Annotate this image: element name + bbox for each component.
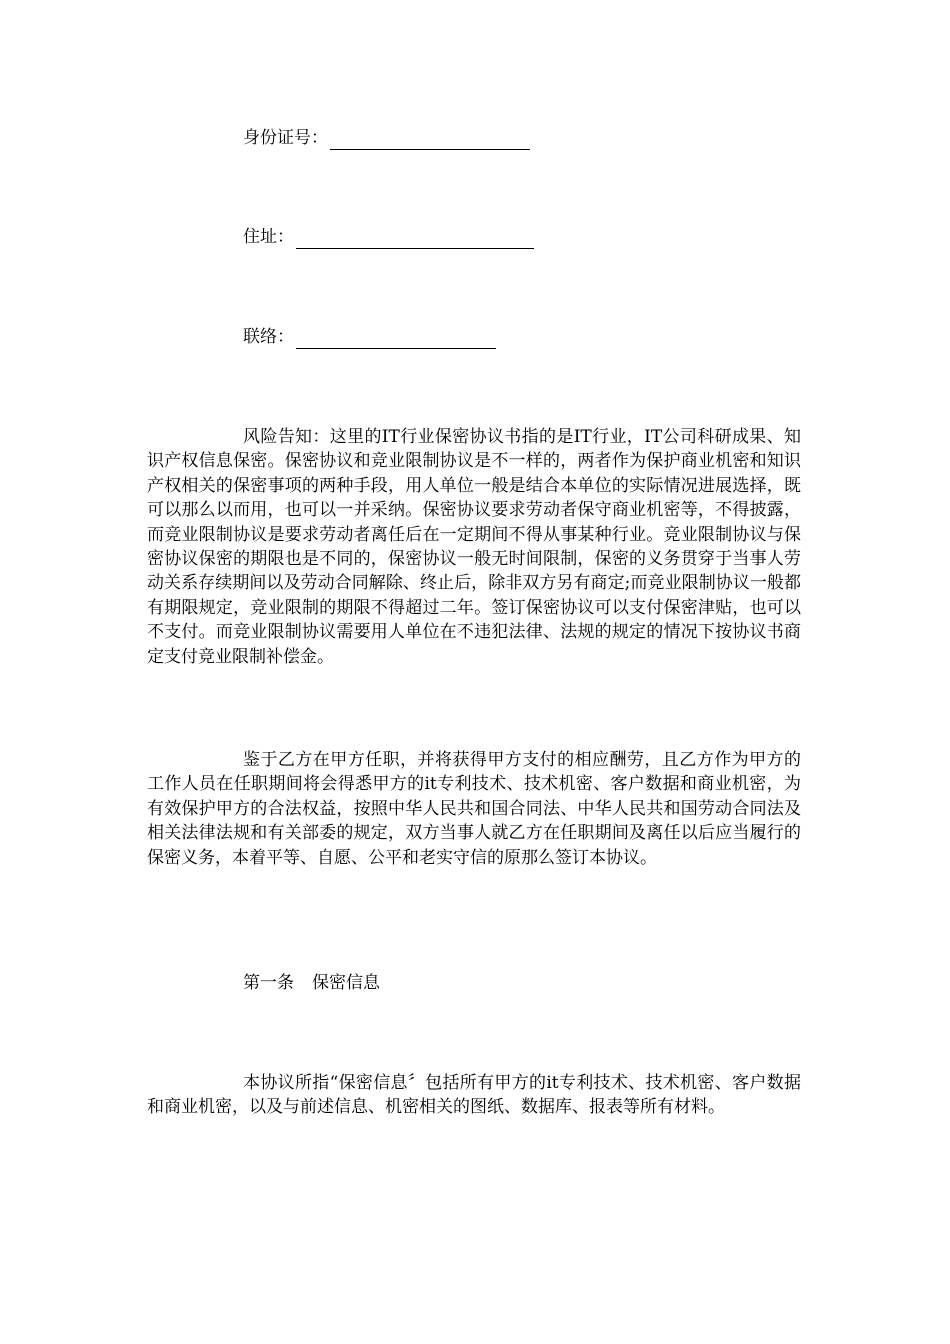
address-label: 住址： bbox=[243, 227, 294, 247]
contact-field bbox=[243, 325, 496, 349]
contact-blank bbox=[296, 330, 496, 349]
contact-label: 联络： bbox=[243, 327, 294, 347]
risk-notice-paragraph: 风险告知：这里的IT行业保密协议书指的是IT行业，IT公司科研成果、知识产权信息保密。保密协议和竞业限制协议是不一样的，两者作为保护商业机密和知识产权相关的保密事项的两种手段，用人单位一般是结合本单位的实际情况进展选择，既可以那么以而用，也可以一并采纳。保密协议要求劳动者保守商业机密等，不得披露，而竞业限制协议是要求劳动者离任后在一定期间不得从事某种行业。竞业限制协议与保密协议保密的期限也是不同的，保密协议一般无时间限制，保密的义务贯穿于当事人劳动关系存续期间以及劳动合同解除、终止后，除非双方另有商定;而竞业限制协议一般都有期限规定，竞业限制的期限不得超过二年。签订保密协议可以支付保密津贴，也可以不支付。而竞业限制协议需要用人单位在不违犯法律、法规的规定的情况下按协议书商定支付竞业限制补偿金。 bbox=[147, 427, 801, 667]
article-1-title: 保密信息 bbox=[312, 973, 380, 993]
id-number-label: 身份证号： bbox=[243, 128, 328, 148]
id-number-field bbox=[243, 126, 530, 150]
article-1-body: 本协议所指“保密信息〞包括所有甲方的it专利技术、技术机密、客户数据和商业机密，以及与前述信息、机密相关的图纸、数据库、报表等所有材料。 bbox=[147, 1073, 801, 1118]
address-field bbox=[243, 225, 534, 249]
id-number-blank bbox=[330, 131, 530, 150]
address-blank bbox=[296, 230, 534, 249]
article-1-number: 第一条 bbox=[243, 973, 294, 993]
preamble-paragraph: 鉴于乙方在甲方任职，并将获得甲方支付的相应酬劳，且乙方作为甲方的工作人员在任职期间将会得悉甲方的it专利技术、技术机密、客户数据和商业机密，为有效保护甲方的合法权益，按照中华人民共和国合同法、中华人民共和国劳动合同法及相关法律法规和有关部委的规定，双方当事人就乙方在任职期间及离任以后应当履行的保密义务，本着平等、自愿、公平和老实守信的原那么签订本协议。 bbox=[147, 750, 801, 868]
article-1-heading bbox=[243, 971, 380, 995]
